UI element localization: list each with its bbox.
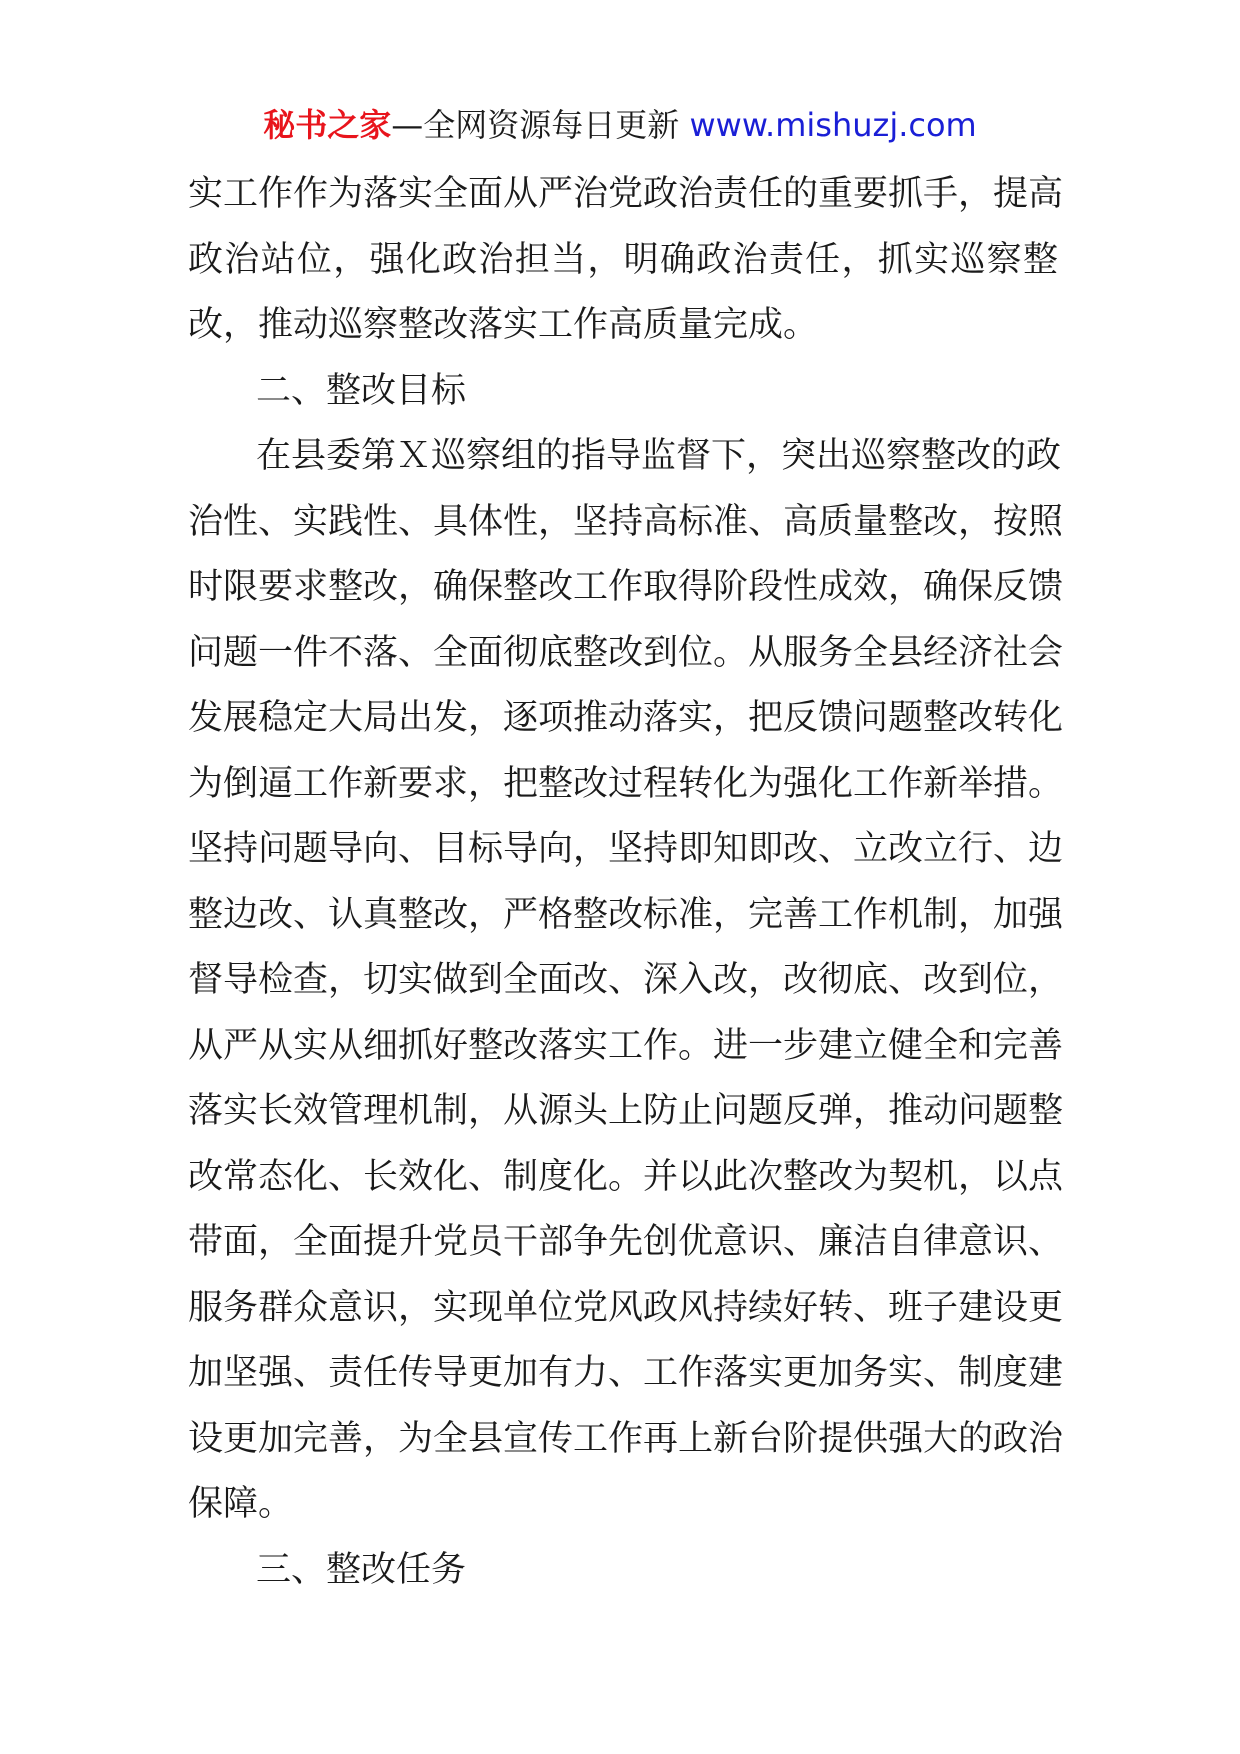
site-brand: 秘书之家 bbox=[263, 106, 392, 144]
text-line: 改，推动巡察整改落实工作高质量完成。 bbox=[188, 305, 819, 345]
text-line: 设更加完善，为全县宣传工作再上新台阶提供强大的政治 bbox=[188, 1418, 1064, 1459]
text-line: 带面，全面提升党员干部争先创优意识、廉洁自律意识、 bbox=[188, 1222, 1064, 1262]
text-line: 整边改、认真整改，严格整改标准，完善工作机制，加强 bbox=[188, 894, 1064, 935]
text-line: 政治站位，强化政治担当，明确政治责任，抓实巡察整 bbox=[188, 239, 1058, 280]
text-line: 发展稳定大局出发，逐项推动落实，把反馈问题整改转化 bbox=[188, 698, 1064, 738]
text-line: 实工作作为落实全面从严治党政治责任的重要抓手，提高 bbox=[188, 174, 1064, 214]
document-body bbox=[188, 162, 1064, 1603]
paragraph-continuation bbox=[188, 162, 1064, 359]
text-line: 落实长效管理机制，从源头上防止问题反弹，推动问题整 bbox=[188, 1091, 1064, 1131]
paragraph-goals bbox=[188, 424, 1064, 1538]
section-heading-tasks: 三、整改任务 bbox=[256, 1549, 467, 1590]
site-tagline: —全网资源每日更新 bbox=[391, 106, 680, 144]
text-line: 加坚强、责任传导更加有力、工作落实更加务实、制度建 bbox=[188, 1353, 1064, 1393]
text-line: 在县委第Ｘ巡察组的指导监督下，突出巡察整改的政 bbox=[256, 436, 1062, 476]
watermark-header bbox=[0, 100, 1240, 150]
text-line: 治性、实践性、具体性，坚持高标准、高质量整改，按照 bbox=[188, 501, 1064, 542]
text-line: 保障。 bbox=[188, 1484, 294, 1524]
text-line: 为倒逼工作新要求，把整改过程转化为强化工作新举措。 bbox=[188, 763, 1064, 804]
text-line: 服务群众意识，实现单位党风政风持续好转、班子建设更 bbox=[188, 1287, 1064, 1328]
section-heading-goals: 二、整改目标 bbox=[256, 370, 467, 411]
text-line: 问题一件不落、全面彻底整改到位。从服务全县经济社会 bbox=[188, 632, 1064, 673]
site-url: www.mishuzj.com bbox=[689, 106, 977, 144]
text-line: 改常态化、长效化、制度化。并以此次整改为契机，以点 bbox=[188, 1156, 1064, 1197]
text-line: 时限要求整改，确保整改工作取得阶段性成效，确保反馈 bbox=[188, 567, 1064, 607]
text-line: 督导检查，切实做到全面改、深入改，改彻底、改到位， bbox=[188, 960, 1064, 1000]
text-line: 坚持问题导向、目标导向，坚持即知即改、立改立行、边 bbox=[188, 829, 1064, 869]
text-line: 从严从实从细抓好整改落实工作。进一步建立健全和完善 bbox=[188, 1025, 1064, 1066]
